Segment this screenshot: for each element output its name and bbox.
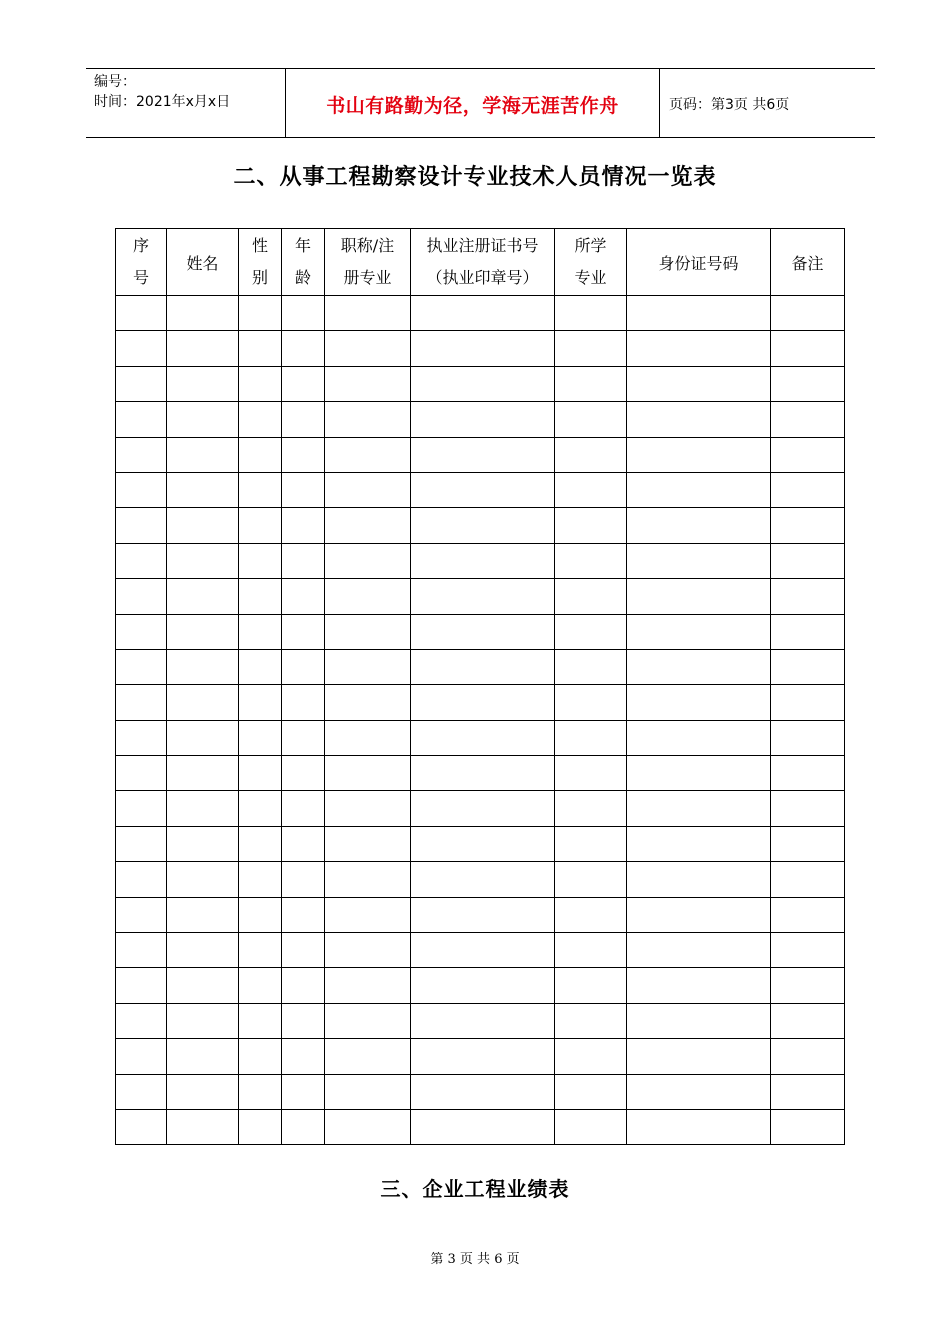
table-cell — [167, 685, 239, 720]
table-row — [116, 862, 845, 897]
table-row — [116, 296, 845, 331]
table-cell — [239, 508, 282, 543]
table-cell — [555, 685, 627, 720]
table-cell — [325, 1039, 411, 1074]
table-cell — [771, 1003, 845, 1038]
table-cell — [627, 366, 771, 401]
table-cell — [627, 968, 771, 1003]
table-cell — [555, 897, 627, 932]
header-divider — [659, 69, 660, 137]
table-cell — [771, 1109, 845, 1144]
table-cell — [239, 826, 282, 861]
table-cell — [627, 437, 771, 472]
table-row — [116, 614, 845, 649]
table-cell — [771, 614, 845, 649]
table-cell — [239, 1003, 282, 1038]
table-cell — [325, 614, 411, 649]
table-cell — [325, 1074, 411, 1109]
table-cell — [282, 933, 325, 968]
table-cell — [116, 685, 167, 720]
staff-table — [115, 228, 845, 1145]
table-cell — [282, 472, 325, 507]
table-cell — [627, 579, 771, 614]
table-cell — [627, 685, 771, 720]
table-cell — [325, 897, 411, 932]
table-cell — [555, 437, 627, 472]
table-cell — [627, 1003, 771, 1038]
table-cell — [167, 1109, 239, 1144]
table-cell — [771, 472, 845, 507]
table-cell — [116, 1039, 167, 1074]
table-cell — [116, 933, 167, 968]
table-cell — [116, 437, 167, 472]
table-cell — [325, 579, 411, 614]
table-cell — [411, 1039, 555, 1074]
table-cell — [167, 331, 239, 366]
table-cell — [325, 1003, 411, 1038]
table-cell — [411, 933, 555, 968]
table-cell — [771, 720, 845, 755]
table-cell — [555, 331, 627, 366]
table-cell — [116, 508, 167, 543]
table-cell — [555, 296, 627, 331]
section-title: 二、从事工程勘察设计专业技术人员情况一览表 — [233, 165, 717, 190]
table-cell — [239, 437, 282, 472]
table-cell — [627, 897, 771, 932]
table-cell — [282, 1109, 325, 1144]
table-cell — [555, 579, 627, 614]
table-row — [116, 968, 845, 1003]
table-cell — [627, 791, 771, 826]
table-cell — [627, 472, 771, 507]
table-cell — [411, 862, 555, 897]
table-cell — [282, 897, 325, 932]
table-cell — [555, 402, 627, 437]
table-cell — [167, 649, 239, 684]
table-cell — [771, 1039, 845, 1074]
table-cell — [282, 720, 325, 755]
table-cell — [239, 543, 282, 578]
table-cell — [627, 1109, 771, 1144]
table-cell — [627, 543, 771, 578]
table-cell — [771, 791, 845, 826]
table-cell — [167, 614, 239, 649]
table-cell — [325, 826, 411, 861]
page-header — [86, 68, 875, 138]
table-row — [116, 1074, 845, 1109]
table-cell — [167, 791, 239, 826]
table-cell — [167, 472, 239, 507]
table-cell — [627, 1039, 771, 1074]
column-header-major: 所学 专业 — [555, 229, 627, 296]
table-cell — [555, 933, 627, 968]
table-cell — [116, 331, 167, 366]
table-cell — [167, 508, 239, 543]
table-cell — [771, 897, 845, 932]
table-cell — [167, 1074, 239, 1109]
table-cell — [325, 756, 411, 791]
table-cell — [627, 826, 771, 861]
table-cell — [411, 649, 555, 684]
table-row — [116, 437, 845, 472]
table-cell — [411, 1109, 555, 1144]
table-row — [116, 331, 845, 366]
table-row — [116, 472, 845, 507]
table-cell — [239, 649, 282, 684]
table-cell — [325, 508, 411, 543]
table-row — [116, 366, 845, 401]
table-cell — [239, 579, 282, 614]
table-cell — [116, 472, 167, 507]
table-cell — [627, 402, 771, 437]
table-cell — [555, 649, 627, 684]
table-cell — [167, 968, 239, 1003]
table-cell — [282, 756, 325, 791]
table-row — [116, 508, 845, 543]
table-cell — [116, 402, 167, 437]
table-cell — [325, 649, 411, 684]
column-header-id-number: 身份证号码 — [627, 229, 771, 296]
section-title: 三、企业工程业绩表 — [380, 1177, 570, 1201]
table-row — [116, 897, 845, 932]
table-cell — [167, 720, 239, 755]
table-cell — [555, 1074, 627, 1109]
table-cell — [411, 579, 555, 614]
table-cell — [282, 1039, 325, 1074]
table-row — [116, 720, 845, 755]
table-cell — [771, 933, 845, 968]
table-cell — [771, 366, 845, 401]
table-cell — [325, 791, 411, 826]
table-cell — [239, 862, 282, 897]
table-cell — [239, 685, 282, 720]
table-row — [116, 933, 845, 968]
table-cell — [411, 685, 555, 720]
table-cell — [555, 614, 627, 649]
header-page-number: 页码：第3页 共6页 — [669, 97, 790, 113]
table-cell — [116, 614, 167, 649]
table-cell — [239, 968, 282, 1003]
table-row — [116, 579, 845, 614]
table-cell — [239, 720, 282, 755]
table-cell — [627, 614, 771, 649]
table-cell — [771, 296, 845, 331]
table-cell — [239, 1109, 282, 1144]
document-number-label: 编号： — [94, 74, 136, 90]
table-cell — [282, 791, 325, 826]
table-cell — [555, 862, 627, 897]
table-cell — [325, 402, 411, 437]
table-cell — [239, 897, 282, 932]
table-cell — [325, 366, 411, 401]
table-cell — [282, 685, 325, 720]
table-cell — [116, 649, 167, 684]
table-cell — [282, 296, 325, 331]
table-cell — [116, 366, 167, 401]
table-cell — [771, 508, 845, 543]
table-row — [116, 543, 845, 578]
table-row — [116, 1003, 845, 1038]
table-cell — [282, 437, 325, 472]
table-cell — [282, 366, 325, 401]
table-cell — [239, 933, 282, 968]
table-row — [116, 1109, 845, 1144]
table-cell — [325, 331, 411, 366]
table-cell — [627, 331, 771, 366]
table-row — [116, 649, 845, 684]
table-cell — [239, 756, 282, 791]
table-cell — [116, 756, 167, 791]
table-cell — [116, 1109, 167, 1144]
table-cell — [239, 1074, 282, 1109]
table-row — [116, 791, 845, 826]
table-cell — [411, 331, 555, 366]
table-cell — [239, 296, 282, 331]
table-cell — [282, 826, 325, 861]
table-cell — [116, 1074, 167, 1109]
table-cell — [555, 1003, 627, 1038]
table-cell — [167, 826, 239, 861]
table-cell — [325, 720, 411, 755]
table-cell — [771, 826, 845, 861]
table-cell — [771, 756, 845, 791]
table-cell — [627, 508, 771, 543]
table-cell — [239, 614, 282, 649]
table-cell — [167, 897, 239, 932]
table-cell — [325, 968, 411, 1003]
table-cell — [771, 685, 845, 720]
table-cell — [116, 968, 167, 1003]
table-cell — [282, 968, 325, 1003]
table-cell — [325, 437, 411, 472]
table-cell — [411, 472, 555, 507]
header-meta — [94, 72, 230, 112]
table-cell — [167, 933, 239, 968]
table-cell — [771, 543, 845, 578]
column-header-index: 序 号 — [116, 229, 167, 296]
table-cell — [411, 897, 555, 932]
table-cell — [239, 472, 282, 507]
table-cell — [555, 543, 627, 578]
table-cell — [555, 1039, 627, 1074]
table-row — [116, 826, 845, 861]
table-cell — [116, 862, 167, 897]
table-cell — [325, 862, 411, 897]
table-cell — [411, 826, 555, 861]
table-row — [116, 756, 845, 791]
table-cell — [282, 649, 325, 684]
table-cell — [167, 296, 239, 331]
table-cell — [167, 579, 239, 614]
table-cell — [325, 933, 411, 968]
table-cell — [771, 649, 845, 684]
document-date-label: 时间：2021年x月x日 — [94, 94, 231, 110]
table-cell — [116, 826, 167, 861]
table-cell — [411, 366, 555, 401]
table-cell — [771, 331, 845, 366]
table-cell — [771, 862, 845, 897]
table-cell — [771, 437, 845, 472]
table-cell — [282, 614, 325, 649]
table-cell — [411, 720, 555, 755]
column-header-title-specialty: 职称/注 册专业 — [325, 229, 411, 296]
table-cell — [116, 897, 167, 932]
table-cell — [411, 508, 555, 543]
table-cell — [411, 614, 555, 649]
table-cell — [771, 1074, 845, 1109]
header-motto: 书山有路勤为径，学海无涯苦作舟 — [326, 95, 619, 117]
table-cell — [282, 579, 325, 614]
table-cell — [116, 720, 167, 755]
table-row — [116, 685, 845, 720]
table-cell — [627, 1074, 771, 1109]
table-cell — [411, 402, 555, 437]
table-cell — [411, 296, 555, 331]
table-cell — [282, 543, 325, 578]
table-cell — [282, 508, 325, 543]
page-footer: 第 3 页 共 6 页 — [430, 1252, 520, 1267]
table-cell — [167, 756, 239, 791]
table-cell — [116, 1003, 167, 1038]
table-cell — [239, 331, 282, 366]
table-cell — [167, 1003, 239, 1038]
table-cell — [555, 472, 627, 507]
table-cell — [555, 720, 627, 755]
table-cell — [239, 1039, 282, 1074]
table-cell — [167, 1039, 239, 1074]
table-cell — [411, 756, 555, 791]
table-cell — [167, 402, 239, 437]
table-cell — [167, 862, 239, 897]
table-cell — [325, 685, 411, 720]
column-header-name: 姓名 — [167, 229, 239, 296]
table-cell — [555, 1109, 627, 1144]
table-cell — [325, 472, 411, 507]
table-cell — [411, 1003, 555, 1038]
table-cell — [282, 862, 325, 897]
table-cell — [555, 791, 627, 826]
table-cell — [555, 756, 627, 791]
table-cell — [627, 720, 771, 755]
table-cell — [627, 862, 771, 897]
table-cell — [116, 579, 167, 614]
table-cell — [627, 756, 771, 791]
table-cell — [555, 508, 627, 543]
table-cell — [167, 366, 239, 401]
table-cell — [116, 791, 167, 826]
table-cell — [555, 366, 627, 401]
table-row — [116, 402, 845, 437]
table-cell — [167, 437, 239, 472]
table-cell — [325, 1109, 411, 1144]
table-cell — [167, 543, 239, 578]
table-cell — [555, 826, 627, 861]
column-header-age: 年 龄 — [282, 229, 325, 296]
table-header-row — [116, 229, 845, 296]
table-row — [116, 1039, 845, 1074]
table-cell — [771, 968, 845, 1003]
table-cell — [411, 543, 555, 578]
table-cell — [282, 1074, 325, 1109]
table-cell — [411, 791, 555, 826]
table-cell — [627, 933, 771, 968]
column-header-remarks: 备注 — [771, 229, 845, 296]
table-cell — [239, 791, 282, 826]
table-cell — [282, 1003, 325, 1038]
table-cell — [627, 649, 771, 684]
table-cell — [411, 437, 555, 472]
table-cell — [116, 296, 167, 331]
table-cell — [282, 402, 325, 437]
table-cell — [771, 579, 845, 614]
table-cell — [555, 968, 627, 1003]
table-cell — [627, 296, 771, 331]
table-cell — [771, 402, 845, 437]
table-cell — [282, 331, 325, 366]
table-cell — [116, 543, 167, 578]
staff-table-body — [116, 296, 845, 1145]
table-cell — [411, 1074, 555, 1109]
table-cell — [325, 296, 411, 331]
table-cell — [411, 968, 555, 1003]
table-cell — [239, 366, 282, 401]
table-cell — [239, 402, 282, 437]
column-header-gender: 性 别 — [239, 229, 282, 296]
column-header-certificate-number: 执业注册证书号 （执业印章号） — [411, 229, 555, 296]
table-cell — [325, 543, 411, 578]
